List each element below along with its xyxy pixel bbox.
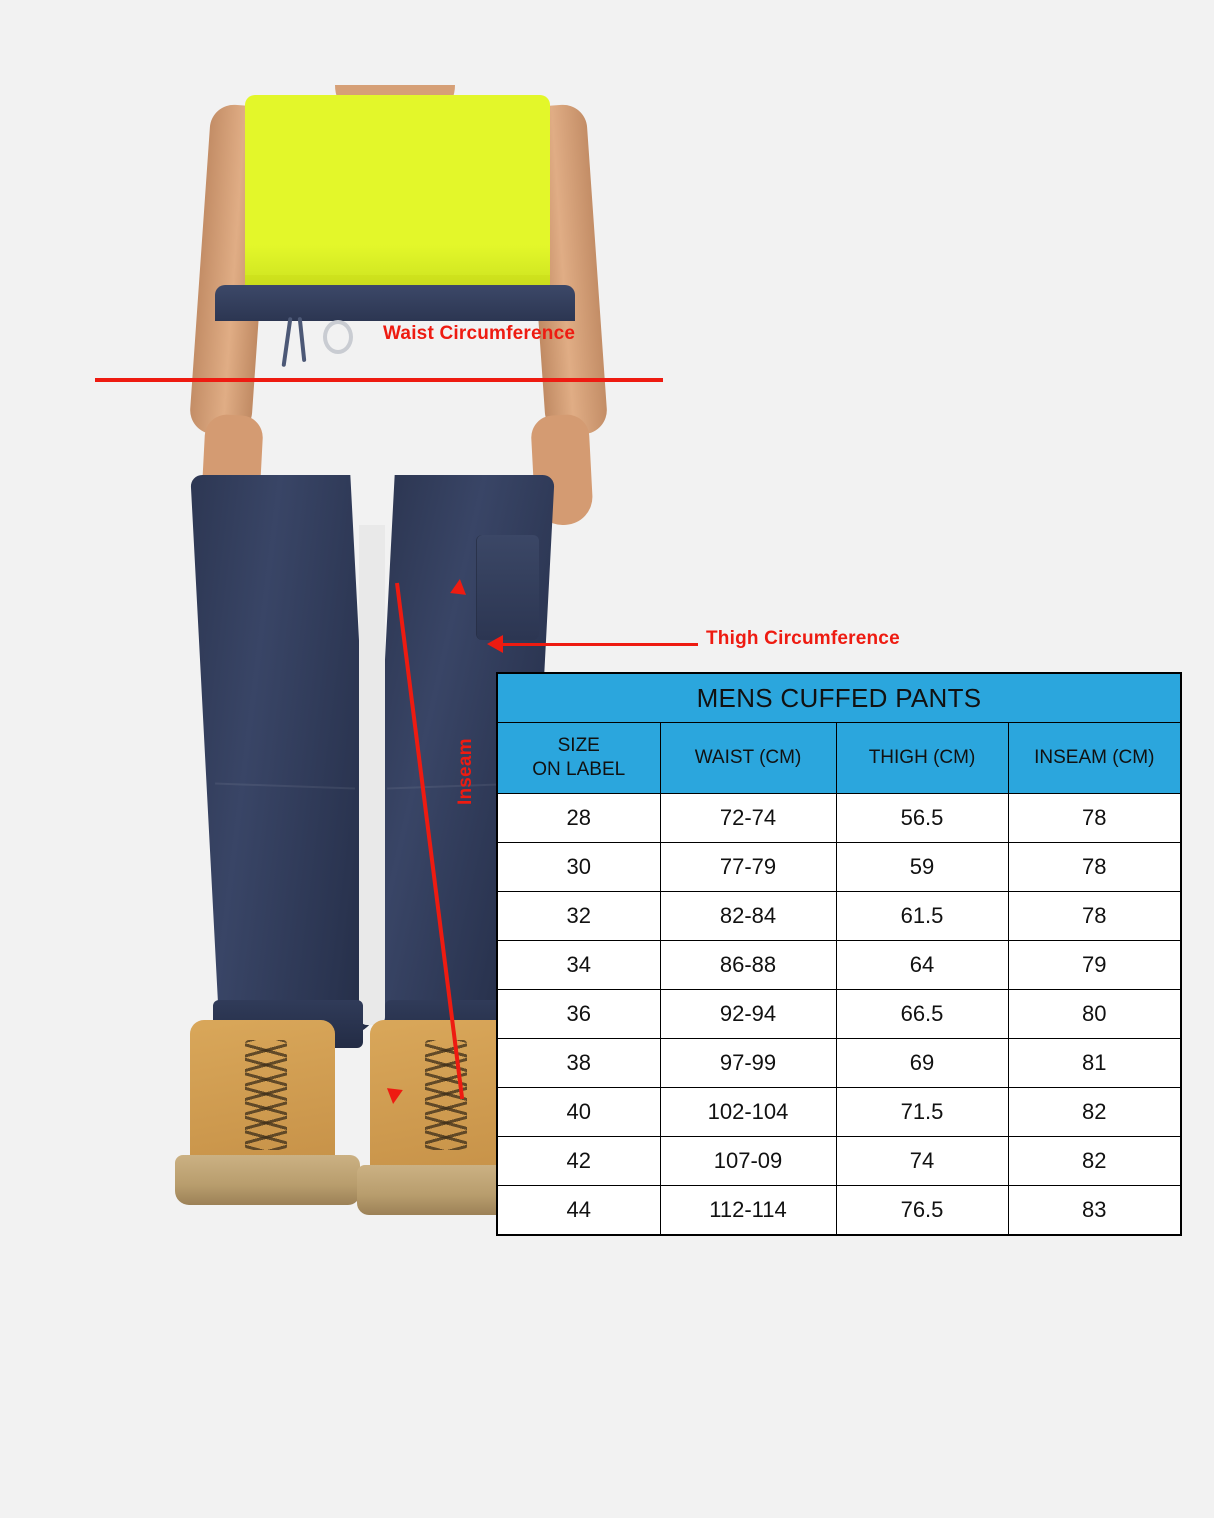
table-header-row — [497, 723, 1181, 794]
table-title: MENS CUFFED PANTS — [497, 673, 1181, 723]
cell-thigh: 61.5 — [836, 892, 1008, 941]
table-row — [497, 1039, 1181, 1088]
cell-waist: 102-104 — [660, 1088, 836, 1137]
cell-waist: 82-84 — [660, 892, 836, 941]
column-header-size-line1: SIZE — [557, 735, 600, 757]
cell-size: 28 — [497, 794, 660, 843]
cell-inseam: 79 — [1008, 941, 1181, 990]
column-header-size-line2: ON LABEL — [532, 759, 626, 780]
table-row — [497, 843, 1181, 892]
boot-laces-left — [245, 1040, 287, 1150]
size-chart-body — [497, 794, 1181, 1236]
cell-waist: 86-88 — [660, 941, 836, 990]
table-row — [497, 1186, 1181, 1236]
table-row — [497, 990, 1181, 1039]
cell-inseam: 82 — [1008, 1137, 1181, 1186]
cell-inseam: 80 — [1008, 990, 1181, 1039]
cell-size: 40 — [497, 1088, 660, 1137]
cell-inseam: 82 — [1008, 1088, 1181, 1137]
cell-inseam: 78 — [1008, 794, 1181, 843]
cell-waist: 97-99 — [660, 1039, 836, 1088]
cell-size: 30 — [497, 843, 660, 892]
pants-waistband — [215, 285, 575, 321]
column-header-size — [497, 723, 660, 794]
cell-size: 32 — [497, 892, 660, 941]
cargo-pocket — [477, 535, 539, 640]
cell-size: 36 — [497, 990, 660, 1039]
waist-measure-line — [95, 378, 663, 382]
cell-inseam: 78 — [1008, 892, 1181, 941]
size-chart-table — [496, 672, 1182, 1236]
d-ring-icon — [323, 320, 353, 354]
cell-waist: 112-114 — [660, 1186, 836, 1236]
table-row — [497, 892, 1181, 941]
cell-thigh: 74 — [836, 1137, 1008, 1186]
column-header-waist: WAIST (CM) — [660, 723, 836, 794]
thigh-label: Thigh Circumference — [706, 628, 900, 649]
thigh-arrow-icon — [487, 635, 503, 653]
cell-waist: 72-74 — [660, 794, 836, 843]
pants-left-leg — [190, 475, 379, 1035]
cell-inseam: 81 — [1008, 1039, 1181, 1088]
inseam-arrow-top-icon — [450, 578, 468, 595]
column-header-thigh: THIGH (CM) — [836, 723, 1008, 794]
cell-thigh: 76.5 — [836, 1186, 1008, 1236]
cell-thigh: 66.5 — [836, 990, 1008, 1039]
cell-inseam: 83 — [1008, 1186, 1181, 1236]
cell-thigh: 69 — [836, 1039, 1008, 1088]
column-header-inseam: INSEAM (CM) — [1008, 723, 1181, 794]
cell-size: 42 — [497, 1137, 660, 1186]
cell-waist: 107-09 — [660, 1137, 836, 1186]
cell-thigh: 59 — [836, 843, 1008, 892]
cell-thigh: 71.5 — [836, 1088, 1008, 1137]
table-title-row — [497, 673, 1181, 723]
table-row — [497, 941, 1181, 990]
inseam-arrow-bottom-icon — [385, 1088, 403, 1105]
boot-sole-left — [175, 1155, 360, 1205]
waist-label: Waist Circumference — [383, 323, 576, 344]
cell-thigh: 56.5 — [836, 794, 1008, 843]
cell-thigh: 64 — [836, 941, 1008, 990]
cell-size: 34 — [497, 941, 660, 990]
cell-inseam: 78 — [1008, 843, 1181, 892]
cell-waist: 92-94 — [660, 990, 836, 1039]
cell-size: 38 — [497, 1039, 660, 1088]
table-row — [497, 794, 1181, 843]
leg-gap — [359, 525, 385, 1025]
table-row — [497, 1137, 1181, 1186]
cell-waist: 77-79 — [660, 843, 836, 892]
cell-size: 44 — [497, 1186, 660, 1236]
thigh-measure-line — [493, 643, 698, 646]
table-row — [497, 1088, 1181, 1137]
inseam-label: Inseam — [455, 738, 476, 805]
